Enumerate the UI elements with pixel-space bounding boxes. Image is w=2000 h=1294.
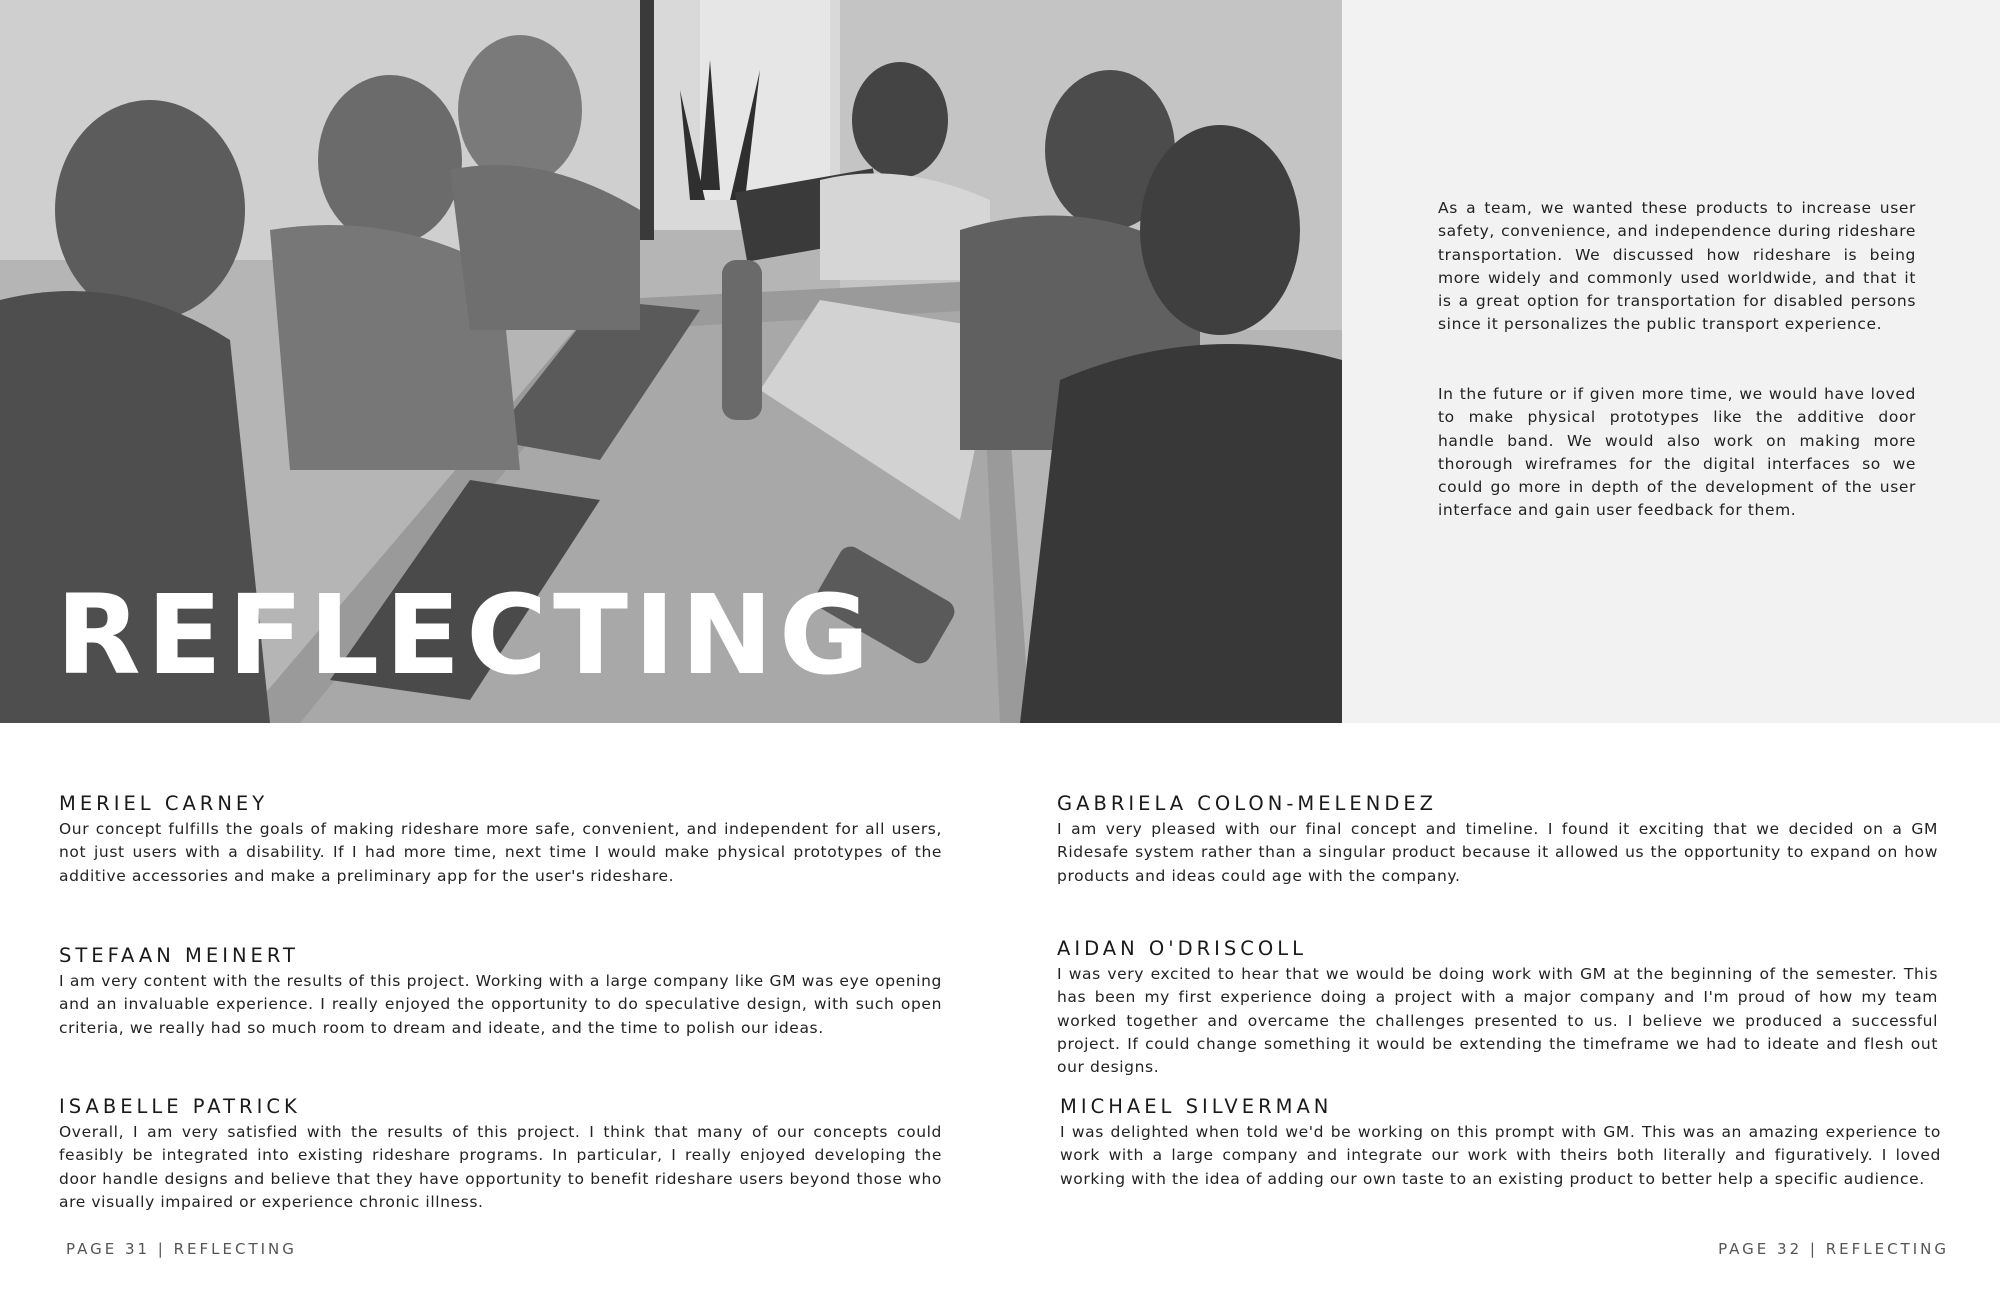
team-photo	[0, 0, 1342, 723]
member-name: ISABELLE PATRICK	[59, 1095, 301, 1118]
member-name: STEFAAN MEINERT	[59, 944, 299, 967]
member-reflection: Our concept fulfills the goals of making rideshare more safe, convenient, and independent for all users, not just users with a disability. If I had more time, next time I would make physical prototypes of the additive accessories and make a preliminary app for the user's rideshare.	[59, 820, 942, 885]
member-reflection: I was very excited to hear that we would be doing work with GM at the beginning of the semester. This has been my first experience doing a project with a major company and I'm proud of how my team worked together and overcame the challenges presented to us. I believe we produced a successful project. If could change something it would be extending the timeframe we had to ideate and flesh out our designs.	[1057, 965, 1938, 1077]
member-meriel-carney	[59, 793, 942, 888]
member-michael-silverman	[1060, 1096, 1941, 1191]
intro-paragraph-2: In the future or if given more time, we would have loved to make physical prototypes like the additive door handle band. We would also work on making more thorough wireframes for the digital interfaces so we could go more in depth of the development of the user interface and gain user feedback for them.	[1438, 385, 1916, 520]
member-stefaan-meinert	[59, 945, 942, 1040]
member-reflection: I am very pleased with our final concept and timeline. I found it exciting that we decided on a GM Ridesafe system rather than a singular product because it allowed us the opportunity to expand on how products and ideas could age with the company.	[1057, 820, 1938, 885]
member-isabelle-patrick	[59, 1096, 942, 1214]
member-name: MICHAEL SILVERMAN	[1060, 1095, 1333, 1118]
member-name: GABRIELA COLON-MELENDEZ	[1057, 792, 1438, 815]
member-aidan-odriscoll	[1057, 938, 1938, 1079]
member-name: MERIEL CARNEY	[59, 792, 269, 815]
member-reflection: I am very content with the results of this project. Working with a large company like GM was eye opening and an invaluable experience. I really enjoyed the opportunity to do speculative design, with such open criteria, we really had so much room to dream and ideate, and the time to polish our ideas.	[59, 972, 942, 1037]
page-footer-right: PAGE 32 | REFLECTING	[1718, 1240, 1949, 1258]
intro-paragraph-1: As a team, we wanted these products to increase user safety, convenience, and independence during rideshare transportation. We discussed how rideshare is being more widely and commonly used worldwide, and that it is a great option for transportation for disabled persons since it personalizes the public transport experience.	[1438, 199, 1916, 334]
member-gabriela-colon-melendez	[1057, 793, 1938, 888]
member-reflection: Overall, I am very satisfied with the results of this project. I think that many of our concepts could feasibly be integrated into existing rideshare programs. In particular, I really enjoyed developing the door handle designs and believe that they have opportunity to benefit rideshare users beyond those who are visually impaired or experience chronic illness.	[59, 1123, 942, 1211]
member-reflection: I was delighted when told we'd be working on this prompt with GM. This was an amazing experience to work with a large company and integrate our work with theirs both literally and figuratively. I loved working with the idea of adding our own taste to an existing product to better help a specific audience.	[1060, 1123, 1941, 1188]
member-name: AIDAN O'DRISCOLL	[1057, 937, 1307, 960]
intro-panel	[1342, 0, 2000, 723]
page-title: REFLECTING	[56, 571, 876, 699]
page-footer-left: PAGE 31 | REFLECTING	[66, 1240, 297, 1258]
